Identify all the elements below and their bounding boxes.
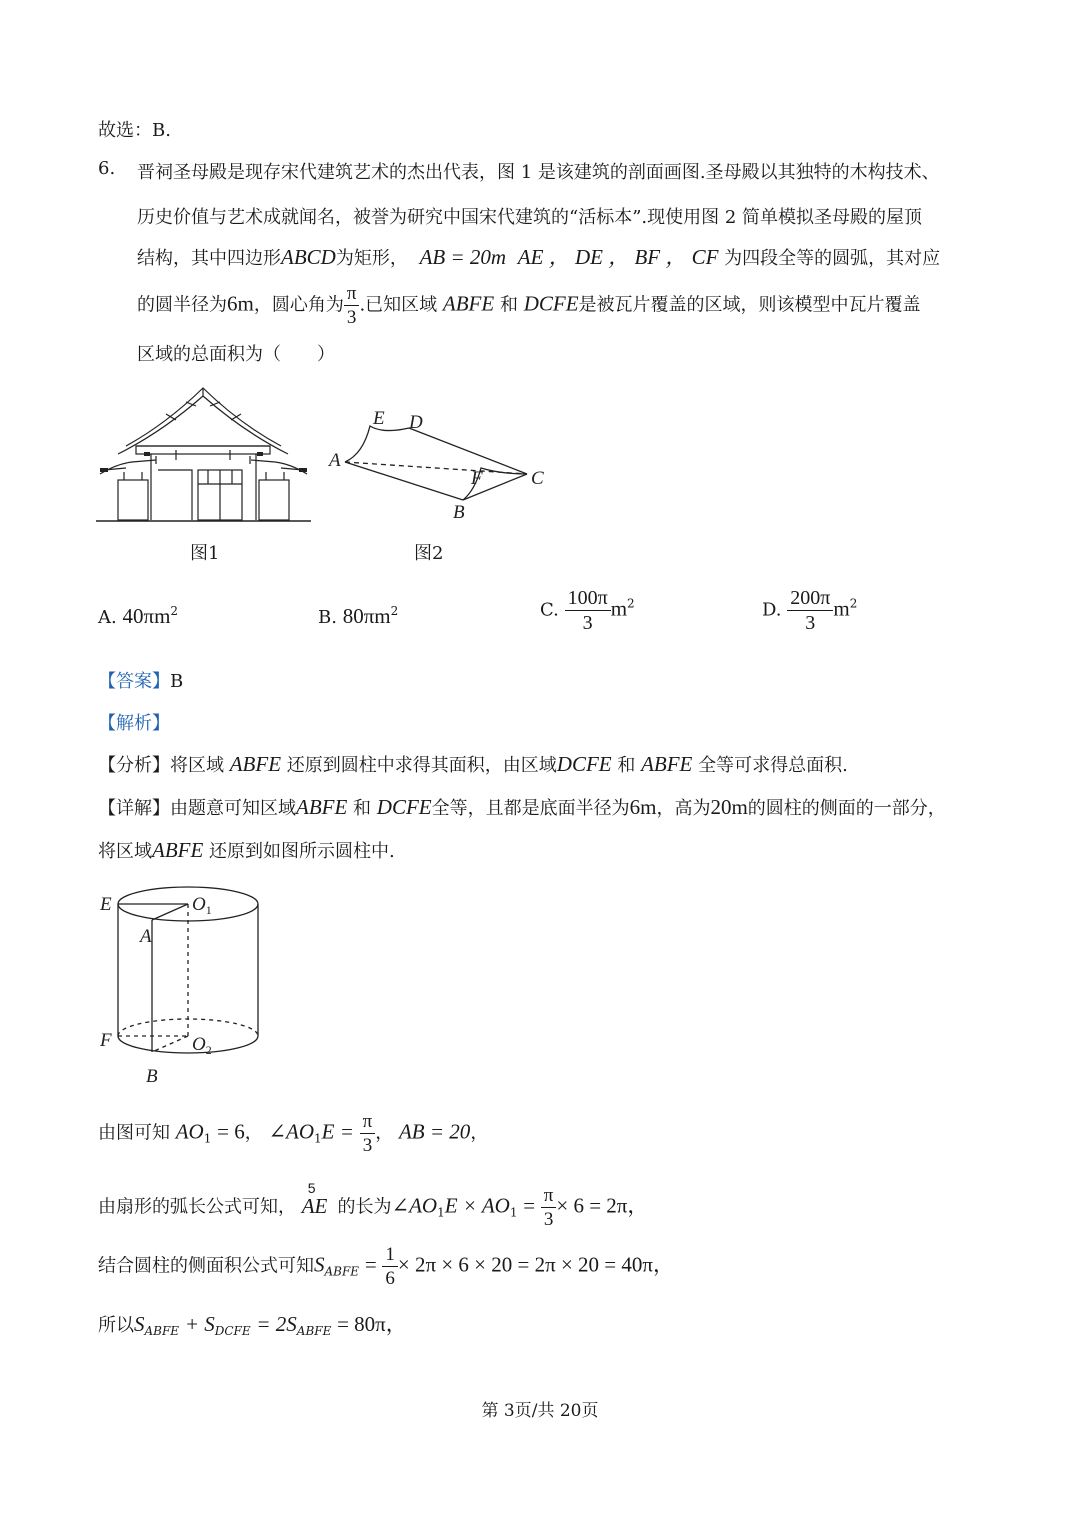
fenxi-text: 全等可求得总面积. (698, 755, 848, 776)
xiangjie-text: 由题意可知区域 (170, 798, 296, 819)
question-line-4 (137, 284, 921, 327)
step1-ao-value: = 6 (217, 1119, 245, 1144)
step2-sub: 1 (437, 1205, 445, 1220)
step3-eq: = (364, 1252, 377, 1277)
step1-angle-sub: 1 (314, 1131, 322, 1146)
option-a (98, 604, 178, 629)
q-text: 和 (499, 294, 518, 316)
cyl-label-e: E (100, 894, 112, 915)
fraction-denominator: 3 (582, 612, 593, 634)
step3-fraction (382, 1245, 398, 1288)
option-c-fraction (565, 588, 611, 633)
fraction-denominator: 6 (385, 1268, 395, 1289)
question-line-1: 晋祠圣母殿是现存宋代建筑艺术的杰出代表，图 1 是该建筑的剖面画图.圣母殿以其独特的木构技术、 (137, 162, 940, 183)
option-d-unit: m (833, 596, 850, 621)
figure-2-caption: 图2 (414, 543, 444, 564)
xiangjie-math-abfe: ABFE (296, 795, 348, 819)
fenxi-line (98, 751, 848, 777)
step4-sub3: ABFE (296, 1324, 332, 1338)
option-c-label: C. (540, 599, 559, 621)
cylinder-figure (96, 884, 276, 1090)
step1-fraction (360, 1112, 376, 1155)
xiangjie-text: 将区域 (98, 841, 152, 862)
figure-1-caption: 图1 (190, 543, 220, 564)
cyl-label-o1 (192, 894, 212, 917)
step-2 (98, 1179, 649, 1230)
fraction-denominator: 3 (346, 307, 357, 328)
q-text: 结构，其中四边形 (137, 248, 281, 269)
figure-2-roof-model (325, 404, 555, 526)
xiangjie-text: 和 (353, 798, 372, 819)
option-b (318, 604, 398, 629)
step4-plus: + S (184, 1312, 215, 1336)
fenxi-math-dcfe: DCFE (556, 752, 612, 776)
q-math-dcfe: DCFE (523, 291, 579, 316)
step3-sub: ABFE (324, 1264, 360, 1279)
fenxi-math-abfe-2: ABFE (641, 752, 693, 776)
fraction-numerator: 200π (787, 588, 833, 611)
step-text: 结合圆柱的侧面积公式可知 (98, 1255, 314, 1277)
xiangjie-tag: 【详解】 (98, 798, 170, 819)
question-line-3 (137, 241, 940, 271)
option-a-value: 40πm (122, 604, 171, 628)
previous-answer: 故选：B. (98, 120, 171, 141)
q-text: ，圆心角为 (253, 294, 344, 316)
xiangjie-math-dcfe: DCFE (376, 795, 432, 819)
step2-expr: ∠AO (391, 1193, 438, 1218)
xiangjie-text: ，高为 (656, 798, 711, 819)
step1-angle-e: E = (321, 1119, 354, 1144)
option-c-exponent: 2 (627, 596, 635, 611)
q-text: 是被瓦片覆盖的区域，则该模型中瓦片覆盖 (578, 294, 921, 316)
cyl-label-o2 (192, 1034, 212, 1057)
analysis-tag: 【解析】 (98, 713, 170, 734)
option-c-unit: m (610, 596, 628, 621)
step-text: ， (244, 1122, 263, 1144)
step4-post: = 80π， (337, 1312, 407, 1336)
q-math-abcd: ABCD (281, 245, 336, 269)
figure-1-building-drawing (96, 384, 311, 526)
cyl-label-b: B (146, 1066, 158, 1087)
fenxi-tag: 【分析】 (98, 755, 170, 776)
cyl-label-a: A (140, 926, 152, 947)
xiangjie-text: 还原到如图所示圆柱中. (209, 841, 395, 862)
step4-sub1: ABFE (144, 1324, 180, 1338)
fraction-denominator: 3 (805, 612, 816, 634)
option-d (762, 588, 857, 633)
step-text: ， (375, 1122, 394, 1144)
fenxi-math-abfe: ABFE (229, 752, 282, 776)
step-text: ， (470, 1122, 489, 1144)
step2-fraction (541, 1186, 557, 1229)
question-line-5: 区域的总面积为（ ） (137, 344, 335, 365)
fraction-numerator: π (360, 1112, 376, 1134)
option-b-label: B. (318, 607, 337, 628)
step2-arc (301, 1179, 332, 1219)
q-text: 为四段全等的圆弧，其对应 (724, 248, 941, 269)
option-d-label: D. (762, 599, 782, 621)
step1-ao: AO (175, 1119, 204, 1144)
step3-s: S (314, 1252, 325, 1277)
fig2-label-e: E (373, 408, 385, 429)
xiangjie-math-abfe-2: ABFE (152, 838, 204, 862)
step-4 (98, 1308, 407, 1338)
q-math-arcs: AE ， DE ， BF ， CF (517, 245, 719, 269)
fenxi-text: 将区域 (170, 755, 224, 776)
xiangjie-line-2 (98, 837, 395, 863)
xiangjie-text: 全等，且都是底面半径为 (431, 798, 630, 819)
q-text: 为矩形， (335, 248, 408, 269)
step-text: 的长为 (337, 1196, 392, 1218)
fraction-numerator: 1 (382, 1245, 398, 1267)
step2-arc-glyph: 5 (307, 1179, 316, 1196)
option-c (540, 588, 635, 633)
option-a-label: A. (98, 607, 117, 628)
step-text: 所以 (98, 1315, 134, 1336)
fraction-numerator: 100π (565, 588, 611, 611)
fraction-denominator: 3 (362, 1135, 373, 1156)
step2-sub2: 1 (509, 1205, 518, 1220)
xiangjie-radius: 6m (629, 795, 657, 819)
answer-line (98, 667, 183, 693)
option-a-exponent: 2 (170, 604, 179, 618)
xiangjie-text: 的圆柱的侧面的一部分， (747, 798, 946, 819)
fraction-numerator: π (344, 284, 360, 306)
step4-sub2: DCFE (214, 1324, 251, 1338)
step-3 (98, 1245, 674, 1288)
q-math-ab: AB = 20m (419, 245, 507, 269)
cyl-label-f: F (100, 1030, 112, 1051)
q-text: .已知区域 (359, 294, 438, 316)
cyl-label-o2-letter: O (192, 1034, 206, 1055)
option-d-fraction (787, 588, 833, 633)
step3-post: × 2π × 6 × 20 = 2π × 20 = 40π， (397, 1252, 675, 1277)
step4-s1: S (134, 1312, 145, 1336)
step2-eq: = (523, 1193, 536, 1218)
fraction-denominator: 3 (543, 1209, 554, 1230)
answer-tag: 【答案】 (98, 671, 170, 692)
cyl-label-o1-sub: 1 (205, 903, 212, 917)
step2-arc-ae: AE (301, 1193, 328, 1218)
q-math-abfe: ABFE (442, 291, 495, 316)
fig2-label-f: F (471, 468, 483, 489)
page-footer: 第 3页/共 20页 (481, 1401, 599, 1421)
cyl-label-o2-sub: 2 (205, 1043, 212, 1057)
step2-expr2: E × AO (444, 1193, 510, 1218)
step1-angle: ∠AO (268, 1119, 315, 1144)
step1-ao-sub: 1 (203, 1131, 212, 1146)
option-b-exponent: 2 (390, 604, 399, 618)
fraction-numerator: π (541, 1186, 557, 1208)
step2-post: × 6 = 2π， (556, 1193, 649, 1218)
fig2-label-d: D (409, 412, 423, 433)
fig2-label-c: C (531, 468, 544, 489)
q-math-radius: 6m (227, 291, 254, 316)
answer-value: B (170, 671, 184, 692)
xiangjie-line-1 (98, 794, 946, 820)
step-text: 由图可知 (98, 1122, 170, 1144)
fig2-label-a: A (329, 450, 341, 471)
step-1 (98, 1112, 488, 1155)
option-b-value: 80πm (342, 604, 391, 628)
step1-ab: AB = 20 (398, 1119, 471, 1144)
step4-eq: = 2S (256, 1312, 297, 1336)
xiangjie-height: 20m (710, 795, 748, 819)
cyl-label-o1-letter: O (192, 894, 206, 915)
q-angle-fraction (344, 284, 360, 327)
option-d-exponent: 2 (849, 596, 858, 611)
step-text: 由扇形的弧长公式可知， (98, 1196, 296, 1218)
fig2-label-b: B (453, 502, 465, 523)
question-line-2: 历史价值与艺术成就闻名，被誉为研究中国宋代建筑的“活标本”.现使用图 2 简单模拟圣母殿的屋顶 (137, 207, 923, 228)
fenxi-text: 和 (617, 755, 636, 776)
question-number: 6. (98, 158, 116, 179)
fenxi-text: 还原到圆柱中求得其面积，由区域 (286, 755, 557, 776)
q-text: 的圆半径为 (137, 294, 227, 316)
